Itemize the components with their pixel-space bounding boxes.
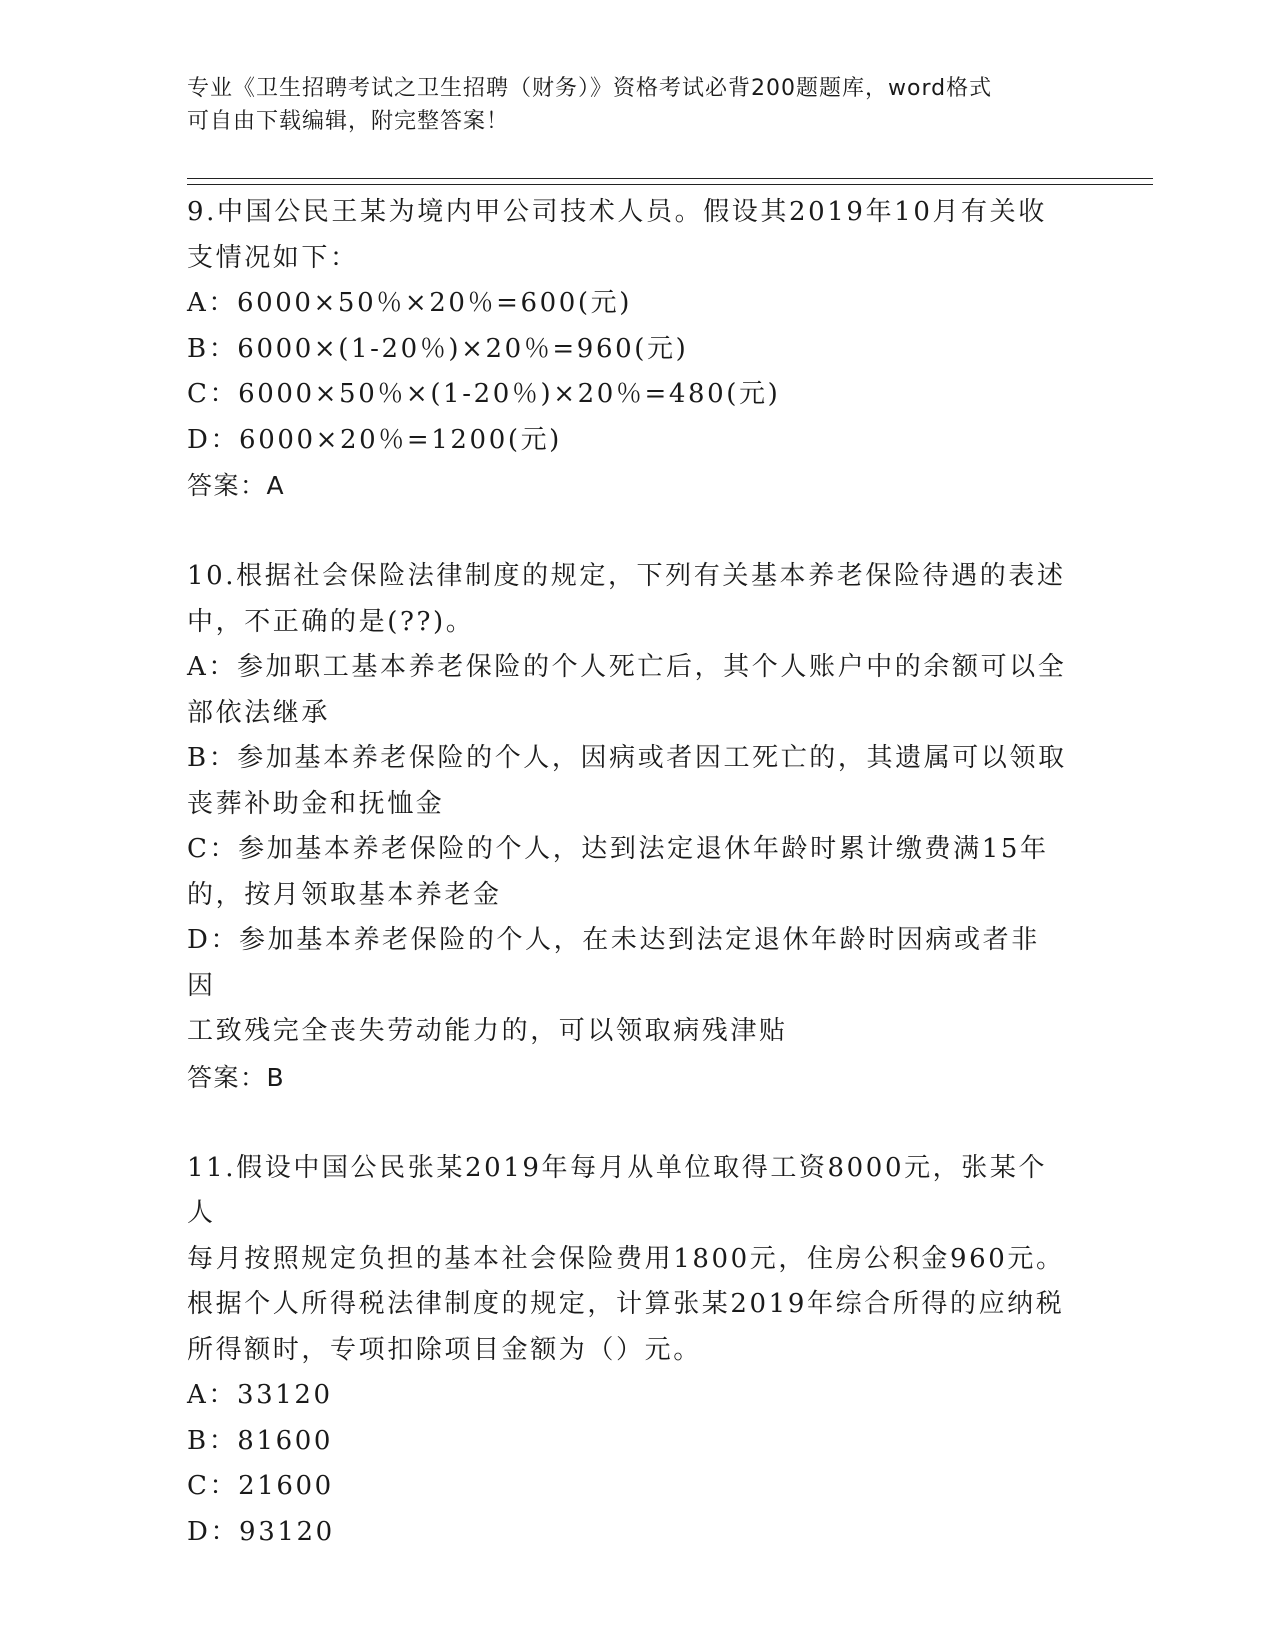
option-b: B：6000×(1-20％)×20％=960(元) xyxy=(187,333,689,364)
header-line-1: 专业《卫生招聘考试之卫生招聘（财务）》资格考试必背200题题库，word格式 xyxy=(187,76,993,101)
option-b: B：参加基本养老保险的个人，因病或者因工死亡的，其遗属可以领取 xyxy=(187,743,1067,773)
document-header xyxy=(187,72,1087,138)
option-a: A：6000×50％×20％=600(元) xyxy=(187,288,632,318)
option-d: D：参加基本养老保险的个人，在未达到法定退休年龄时因病或者非因 xyxy=(187,925,1040,1001)
option-a-continued: 部依法继承 xyxy=(187,697,331,728)
option-c: C：参加基本养老保险的个人，达到法定退休年龄时累计缴费满15年 xyxy=(187,834,1049,864)
question-text-line: 9.中国公民王某为境内甲公司技术人员。假设其2019年10月有关收 xyxy=(187,197,1047,227)
option-d: D：6000×20％=1200(元) xyxy=(187,424,562,455)
question-text-line: 支情况如下： xyxy=(187,242,359,273)
question-text-line: 中，不正确的是(??)。 xyxy=(187,606,475,637)
option-c: C：21600 xyxy=(187,1471,334,1501)
option-c-continued: 的，按月领取基本养老金 xyxy=(187,879,502,910)
spacer xyxy=(187,1100,1067,1146)
option-a: A：参加职工基本养老保险的个人死亡后，其个人账户中的余额可以全 xyxy=(187,652,1067,682)
header-divider-top xyxy=(187,178,1153,179)
question-text-line: 10.根据社会保险法律制度的规定，下列有关基本养老保险待遇的表述 xyxy=(187,561,1066,591)
spacer xyxy=(187,509,1067,555)
option-b-continued: 丧葬补助金和抚恤金 xyxy=(187,788,445,819)
option-d: D：93120 xyxy=(187,1516,335,1547)
option-c: C：6000×50％×(1-20％)×20％=480(元) xyxy=(187,379,781,409)
question-9 xyxy=(187,190,1067,509)
question-text-line: 11.假设中国公民张某2019年每月从单位取得工资8000元，张某个人 xyxy=(187,1152,1048,1228)
header-line-2: 可自由下载编辑，附完整答案！ xyxy=(187,109,510,134)
option-a: A：33120 xyxy=(187,1380,333,1410)
answer-line: 答案：A xyxy=(187,471,286,500)
answer-line: 答案：B xyxy=(187,1062,286,1092)
question-list xyxy=(187,190,1067,1555)
question-text-line: 所得额时，专项扣除项目金额为（）元。 xyxy=(187,1334,702,1365)
question-10 xyxy=(187,554,1067,1100)
question-text-line: 根据个人所得税法律制度的规定，计算张某2019年综合所得的应纳税 xyxy=(187,1289,1065,1319)
header-divider-bottom xyxy=(187,184,1153,185)
option-b: B：81600 xyxy=(187,1425,334,1456)
question-11 xyxy=(187,1146,1067,1556)
question-text-line: 每月按照规定负担的基本社会保险费用1800元，住房公积金960元。 xyxy=(187,1243,1065,1274)
option-d-continued: 工致残完全丧失劳动能力的，可以领取病残津贴 xyxy=(187,1016,788,1046)
